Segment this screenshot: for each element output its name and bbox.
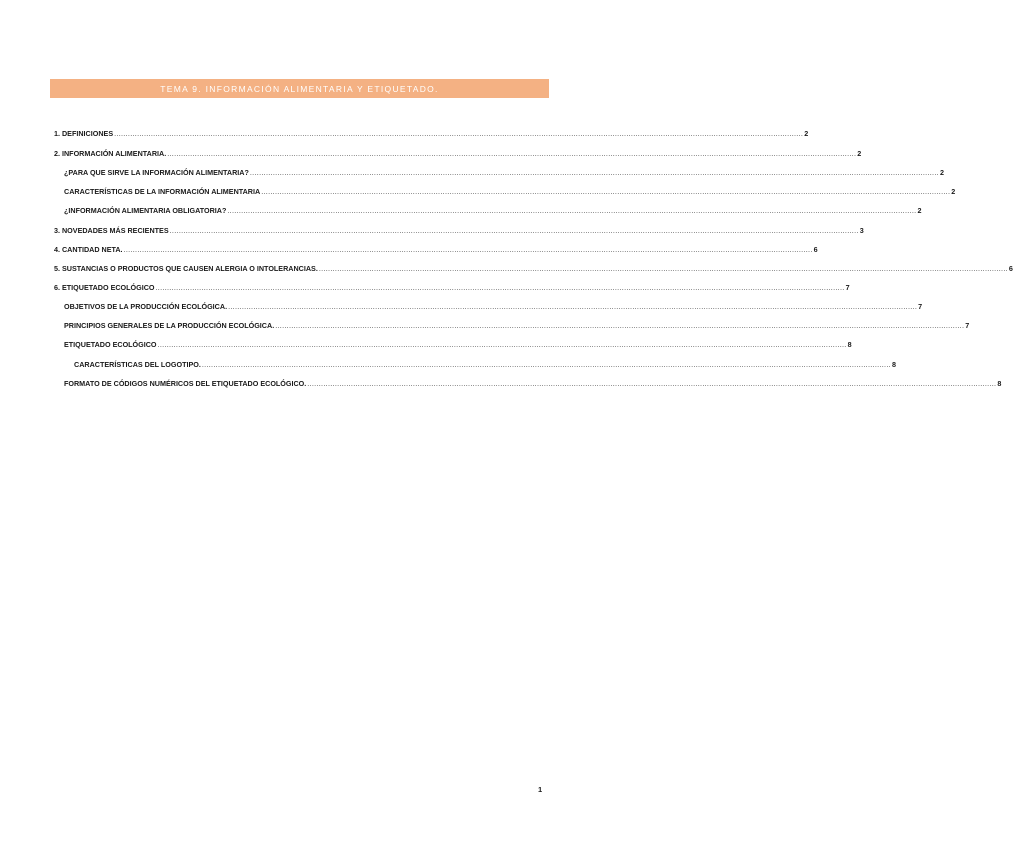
toc-entry-page: 7 — [918, 302, 923, 311]
toc-entry-page: 2 — [939, 168, 944, 177]
toc-entry-page: 8 — [891, 360, 896, 369]
toc-entry[interactable] — [64, 302, 923, 311]
toc-entry-label: PRINCIPIOS GENERALES DE LA PRODUCCIÓN ECOLÓGICA. — [64, 321, 275, 330]
toc-entry[interactable] — [64, 379, 1002, 388]
dot-leader: ............................................................................................................................................................................................................................................................................................................ — [155, 283, 845, 292]
toc-entry-page: 8 — [997, 379, 1002, 388]
toc-entry[interactable] — [64, 340, 852, 349]
toc-entry[interactable] — [64, 187, 956, 196]
toc-entry-label: OBJETIVOS DE LA PRODUCCIÓN ECOLÓGICA. — [64, 302, 228, 311]
toc-entry-page: 2 — [917, 206, 922, 215]
toc-entry-label: 2. INFORMACIÓN ALIMENTARIA. — [54, 149, 167, 158]
toc-entry-page: 6 — [813, 245, 818, 254]
page-number: 1 — [538, 785, 543, 794]
dot-leader: ............................................................................................................................................................................................................................................................................................................ — [169, 226, 859, 235]
toc-entry-page: 3 — [859, 226, 864, 235]
toc-entry-page: 7 — [845, 283, 850, 292]
dot-leader: ............................................................................................................................................................................................................................................................................................................ — [227, 206, 917, 215]
toc-entry[interactable] — [54, 149, 862, 158]
document-title: TEMA 9. INFORMACIÓN ALIMENTARIA Y ETIQUETADO. — [160, 83, 439, 94]
toc-entry[interactable] — [64, 168, 944, 177]
toc-entry-label: 5. SUSTANCIAS O PRODUCTOS QUE CAUSEN ALERGIA O INTOLERANCIAS. — [54, 264, 318, 273]
toc-entry-page: 6 — [1008, 264, 1013, 273]
toc-entry-label: ¿PARA QUE SIRVE LA INFORMACIÓN ALIMENTARIA? — [64, 168, 249, 177]
toc-entry[interactable] — [54, 264, 1013, 273]
dot-leader: ............................................................................................................................................................................................................................................................................................................ — [167, 149, 857, 158]
toc-entry[interactable] — [54, 226, 864, 235]
toc-entry-label: CARACTERÍSTICAS DE LA INFORMACIÓN ALIMENTARIA — [64, 187, 261, 196]
toc-entry-page: 2 — [804, 129, 809, 138]
toc-entry-label: 3. NOVEDADES MÁS RECIENTES — [54, 226, 169, 235]
toc-entry-page: 7 — [965, 321, 970, 330]
toc-entry-page: 2 — [951, 187, 956, 196]
dot-leader: ............................................................................................................................................................................................................................................................................................................ — [123, 245, 813, 254]
document-title-banner — [50, 79, 549, 98]
dot-leader: ............................................................................................................................................................................................................................................................................................................ — [275, 321, 965, 330]
toc-entry-label: 1. DEFINICIONES — [54, 129, 114, 138]
toc-entry[interactable] — [64, 321, 970, 330]
toc-entry[interactable] — [64, 206, 922, 215]
dot-leader: ............................................................................................................................................................................................................................................................................................................ — [318, 264, 1008, 273]
dot-leader: ............................................................................................................................................................................................................................................................................................................ — [228, 302, 918, 311]
dot-leader: ............................................................................................................................................................................................................................................................................................................ — [261, 187, 951, 196]
dot-leader: ............................................................................................................................................................................................................................................................................................................ — [307, 379, 997, 388]
toc-entry-label: CARACTERÍSTICAS DEL LOGOTIPO. — [74, 360, 201, 369]
dot-leader: ............................................................................................................................................................................................................................................................................................................ — [157, 340, 847, 349]
toc-entry-label: ¿INFORMACIÓN ALIMENTARIA OBLIGATORIA? — [64, 206, 227, 215]
toc-entry-page: 8 — [847, 340, 852, 349]
toc-entry-page: 2 — [857, 149, 862, 158]
toc-entry[interactable] — [54, 129, 809, 138]
dot-leader: ............................................................................................................................................................................................................................................................................................................ — [114, 129, 804, 138]
dot-leader: ............................................................................................................................................................................................................................................................................................................ — [249, 168, 939, 177]
toc-entry[interactable] — [54, 283, 850, 292]
toc-entry-label: FORMATO DE CÓDIGOS NUMÉRICOS DEL ETIQUETADO ECOLÓGICO. — [64, 379, 307, 388]
toc-entry-label: 6. ETIQUETADO ECOLÓGICO — [54, 283, 155, 292]
toc-entry[interactable] — [54, 245, 818, 254]
dot-leader: ............................................................................................................................................................................................................................................................................................................ — [201, 360, 891, 369]
toc-entry-label: ETIQUETADO ECOLÓGICO — [64, 340, 157, 349]
toc-entry[interactable] — [74, 360, 896, 369]
toc-entry-label: 4. CANTIDAD NETA. — [54, 245, 123, 254]
